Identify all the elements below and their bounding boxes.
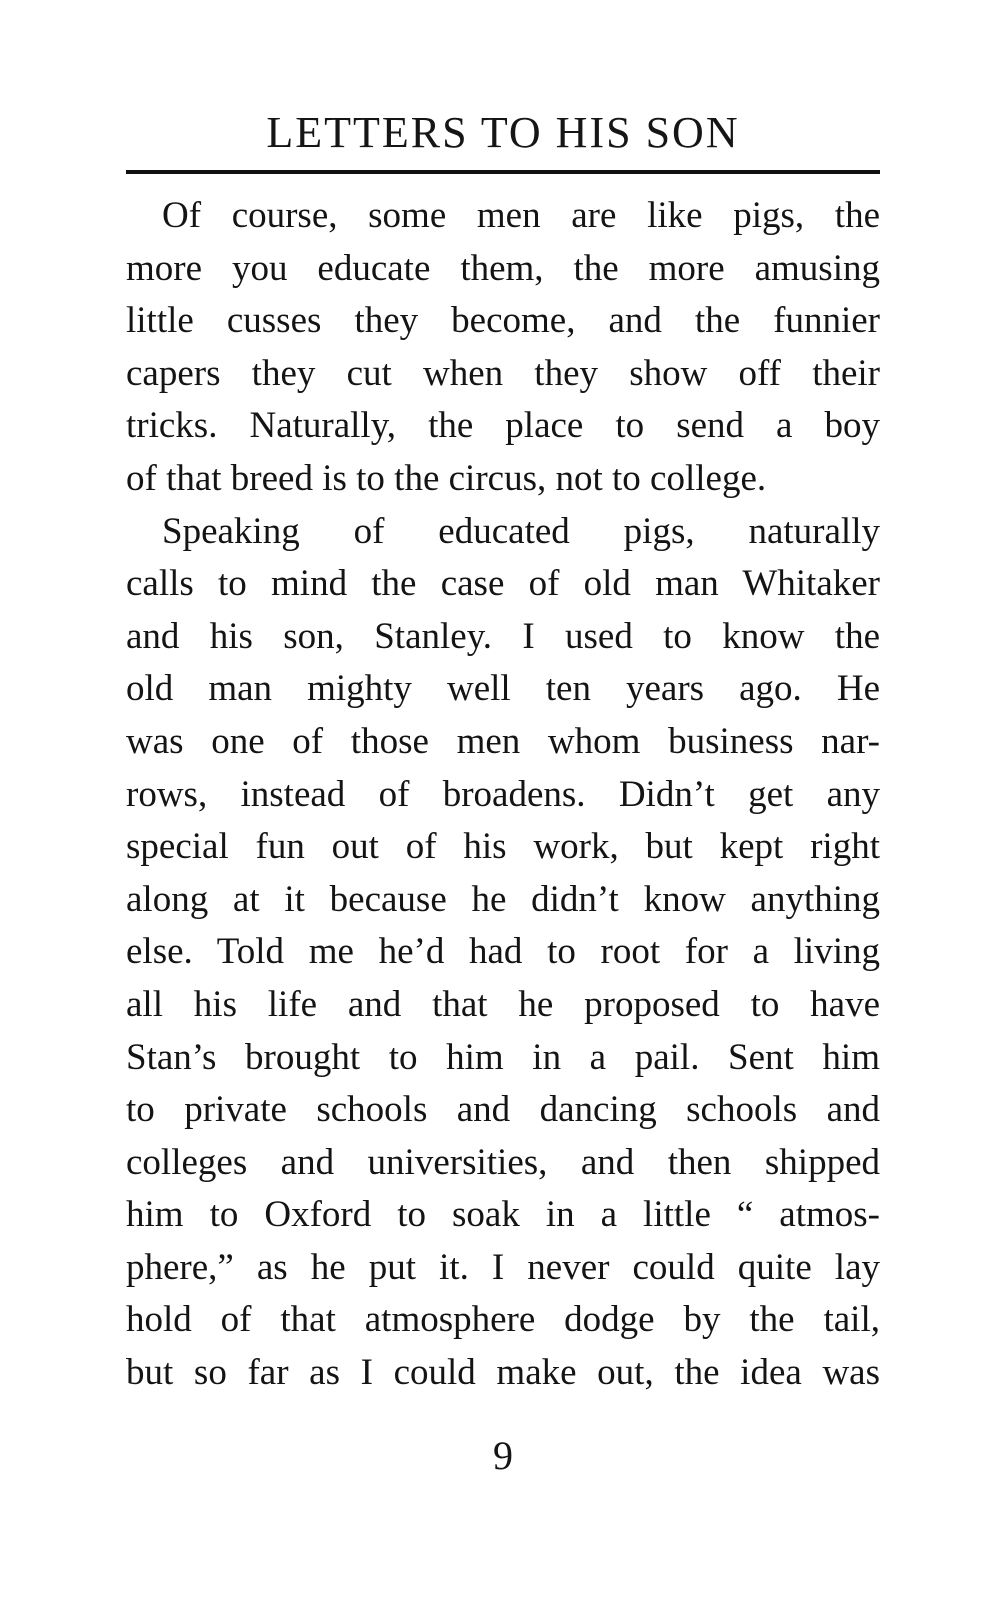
text-line: else. Told me he’d had to root for a living (126, 931, 880, 973)
body-text (126, 190, 880, 1400)
text-line: Speaking of educated pigs, naturally (162, 510, 880, 552)
text-line: more you educate them, the more amusing (126, 247, 880, 289)
text-line: Stan’s brought to him in a pail. Sent him (126, 1036, 880, 1078)
text-line: all his life and that he proposed to have (126, 983, 880, 1025)
text-line: colleges and universities, and then shipped (126, 1141, 880, 1183)
text-line: calls to mind the case of old man Whitaker (126, 563, 880, 605)
text-line: but so far as I could make out, the idea was (126, 1352, 880, 1394)
page-number: 9 (493, 1433, 513, 1478)
running-head-title: LETTERS TO HIS SON (266, 108, 740, 157)
text-line: him to Oxford to soak in a little “ atmos- (126, 1194, 880, 1236)
text-line: hold of that atmosphere dodge by the tail, (126, 1299, 880, 1341)
text-line: phere,” as he put it. I never could quite lay (126, 1246, 880, 1288)
text-line: to private schools and dancing schools and (126, 1089, 880, 1131)
text-line: was one of those men whom business nar- (126, 720, 880, 762)
text-line: old man mighty well ten years ago. He (126, 668, 880, 710)
text-line: and his son, Stanley. I used to know the (126, 615, 880, 657)
text-line: tricks. Naturally, the place to send a boy (126, 405, 880, 447)
text-line: capers they cut when they show off their (126, 352, 880, 394)
text-line: special fun out of his work, but kept right (126, 826, 880, 868)
text-line: of that breed is to the circus, not to college. (126, 457, 767, 499)
text-line: along at it because he didn’t know anything (126, 878, 880, 920)
text-line: Of course, some men are like pigs, the (162, 195, 880, 236)
text-line: little cusses they become, and the funnier (126, 300, 880, 342)
text-line: rows, instead of broadens. Didn’t get any (126, 773, 880, 815)
header-rule (126, 170, 880, 174)
